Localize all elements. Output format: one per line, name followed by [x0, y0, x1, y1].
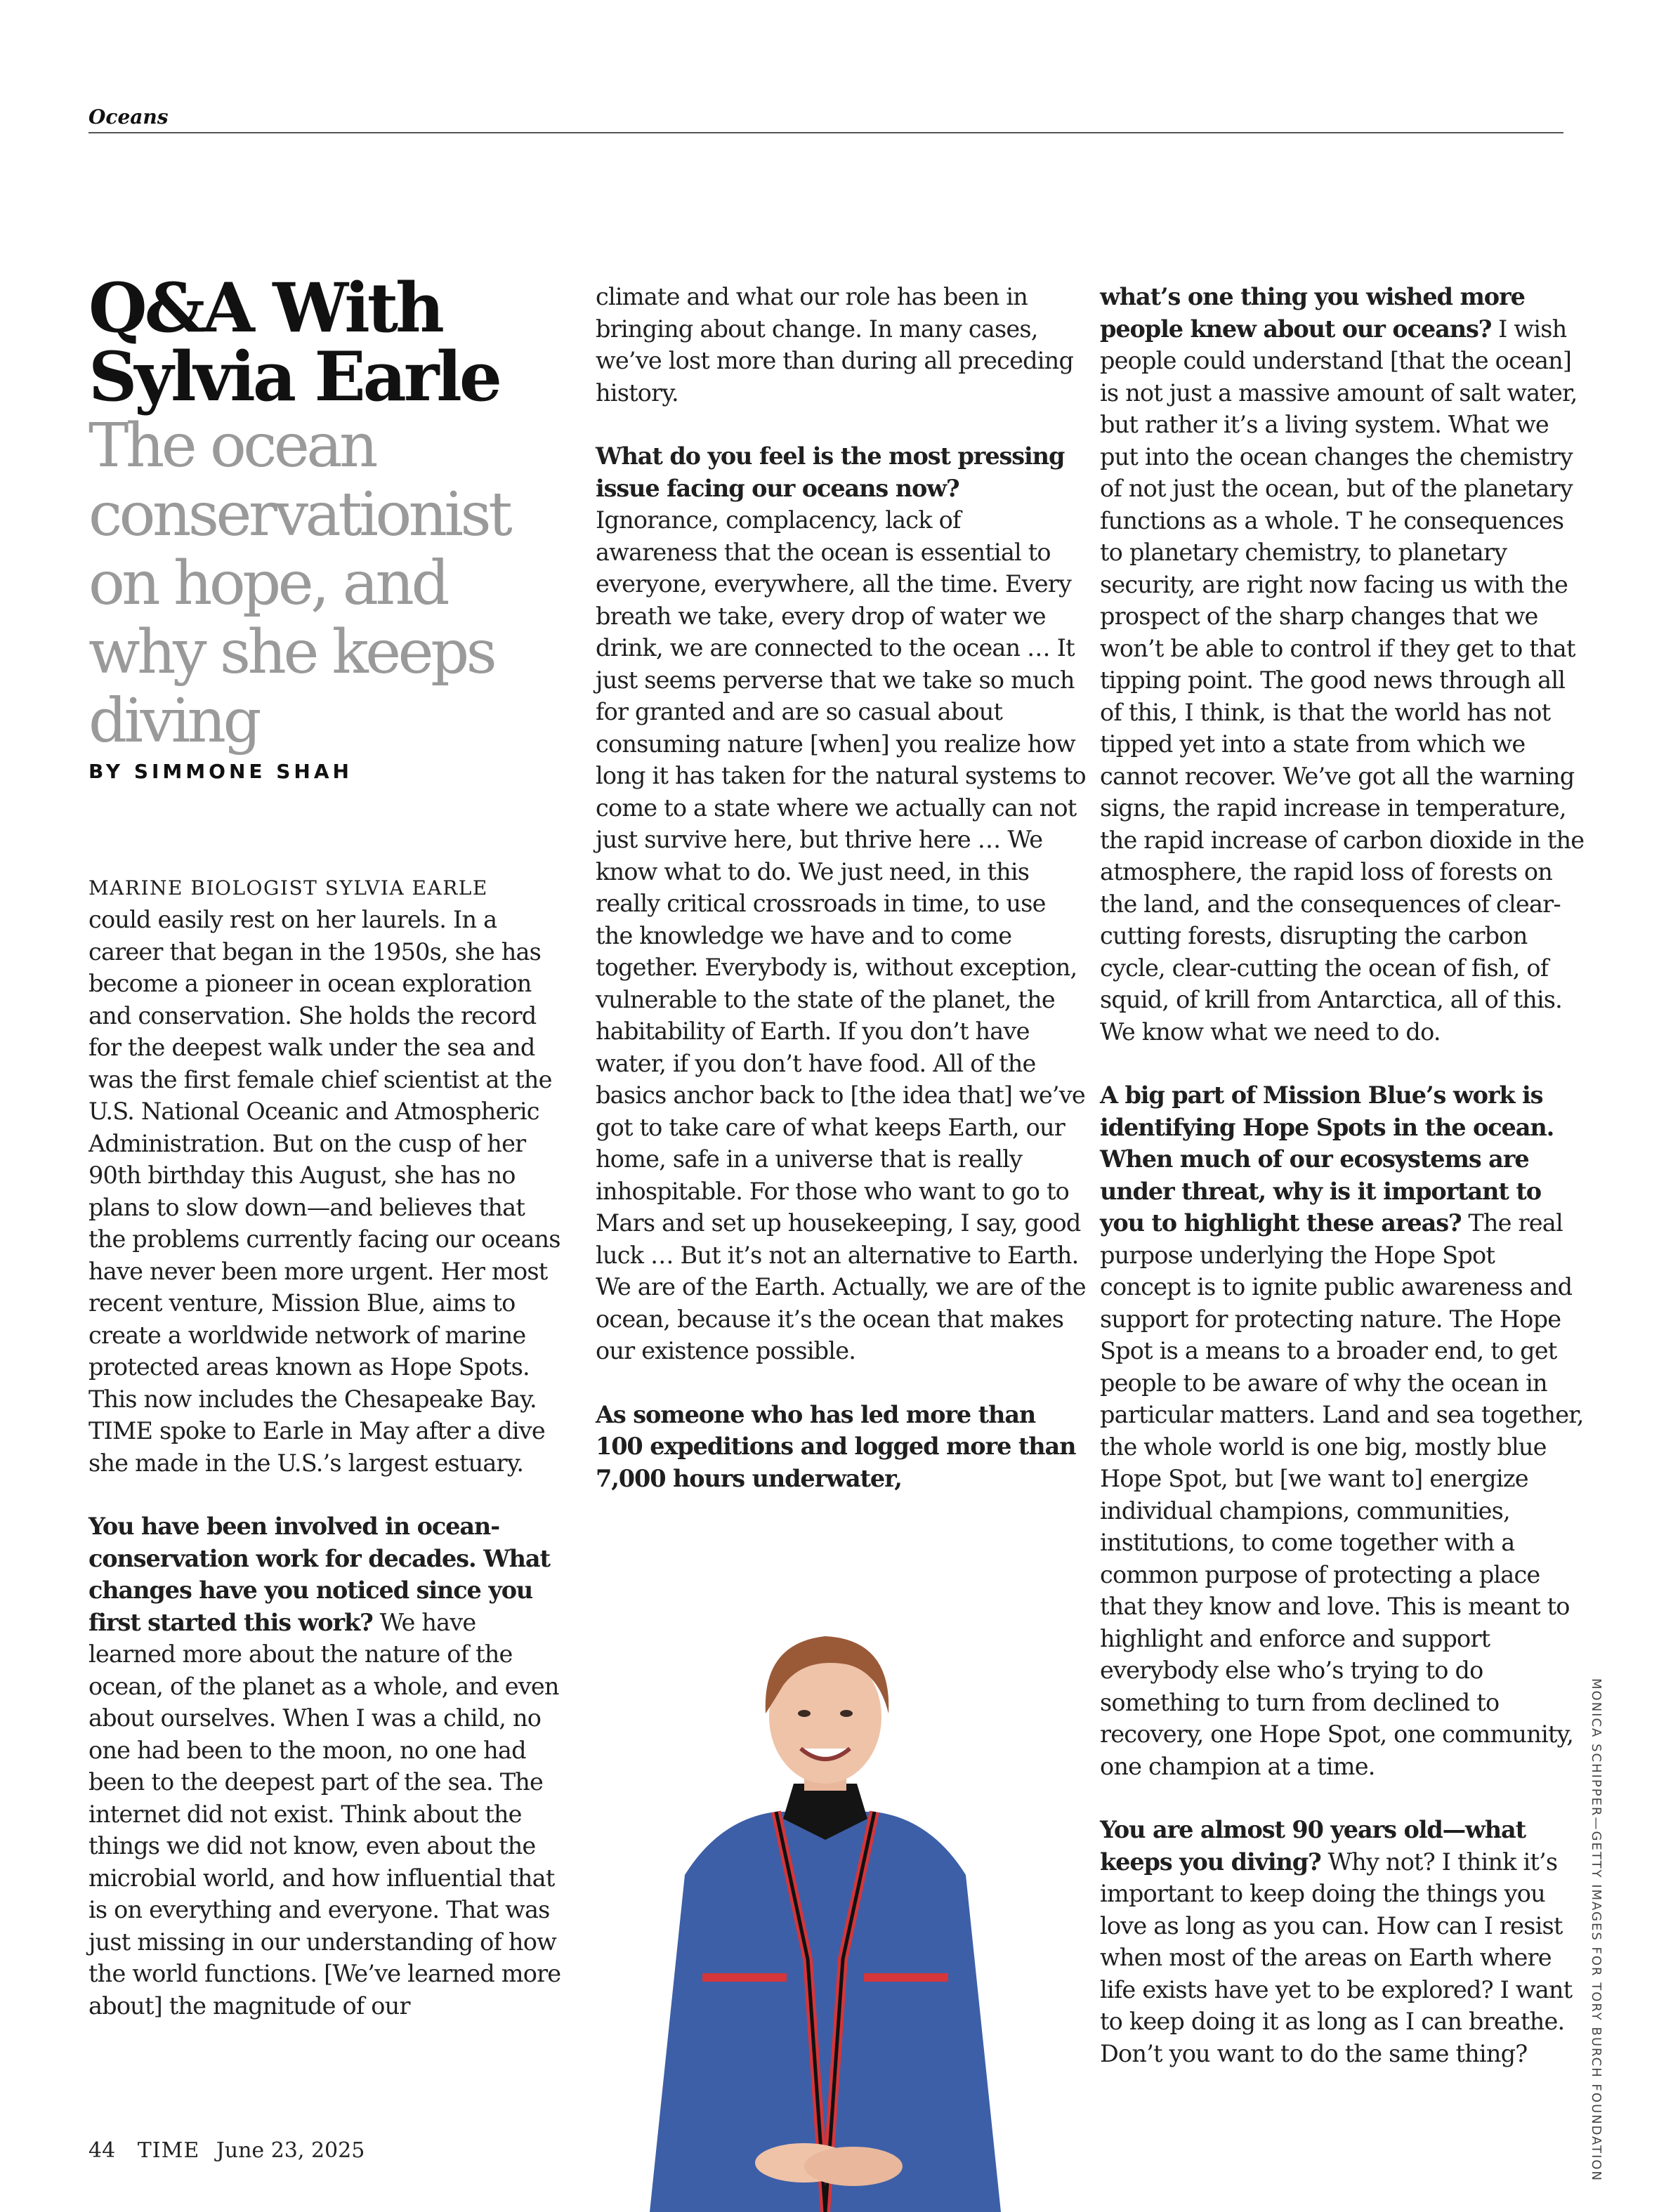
photo-credit: MONICA SCHIPPER—GETTY IMAGES FOR TORY BURCH FOUNDATION [1589, 1678, 1604, 2183]
headline-subtitle: The ocean conservationist on hope, and why she keeps diving [88, 411, 510, 756]
headline-title [88, 268, 573, 416]
issue-date: June 23, 2025 [216, 2138, 365, 2163]
column-3 [1100, 281, 1592, 2101]
question-3-end: what’s one thing you wished more people knew about our oceans? [1100, 283, 1525, 343]
question-4: A big part of Mission Blue’s work is identifying Hope Spots in the ocean. When much of our ecosystems are under threat, why is it important to you to highlight these areas? [1100, 1081, 1554, 1237]
answer-1-continued: climate and what our role has been in bringing about change. In many cases, we’ve lost more than during all preceding history. [596, 283, 1074, 407]
page-footer [88, 2138, 365, 2163]
portrait-photo [636, 1608, 1015, 2212]
intro-lead: MARINE BIOLOGIST SYLVIA EARLE [88, 876, 488, 900]
column-1 [88, 268, 573, 2053]
section-label: Oceans [88, 105, 169, 129]
question-5: You are almost 90 years old—what keeps you diving? [1100, 1816, 1526, 1876]
magazine-name: TIME [137, 2138, 200, 2163]
headline-title-line1: Q&A With [88, 268, 442, 348]
page-number: 44 [88, 2138, 116, 2163]
intro-body: could easily rest on her laurels. In a career that began in the 1950s, she has become a pioneer in ocean exploration and conservation. She holds the record for the deepest walk under the sea and was the first female chief scientist at the U.S. National Oceanic and Atmospheric Administration. But on the cusp of her 90th birthday this August, she has no plans to slow down—and believes that the problems currently facing our oceans have never been more urgent. Her most recent venture, Mission Blue, aims to create a worldwide network of marine protected areas known as Hope Spots. This now includes the Chesapeake Bay. TIME spoke to Earle in May after a dive she made in the U.S.’s largest estuary. [88, 906, 560, 1477]
byline: BY SIMMONE SHAH [88, 760, 353, 783]
qa-2 [596, 440, 1087, 1367]
answer-4: The real purpose underlying the Hope Spot concept is to ignite public awareness and support for protecting nature. The Hope Spot is a means to a broader end, to get people to be aware of why the ocean in particular matters. Land and sea together, the whole world is one big, mostly blue Hope Spot, but [we want to] energize individual champions, communities, institutions, to come together with a common purpose of protecting a place that they know and love. This is meant to highlight and enforce and support everybody else who’s trying to do something to turn from declined to recovery, one Hope Spot, one community, one champion at a time. [1100, 1209, 1584, 1780]
answer-5: Why not? I think it’s important to keep doing the things you love as long as you can. How can I resist when most of the areas on Earth where life exists have yet to be explored? I want to keep doing it as long as I can breathe. Don’t you want to do the same thing? [1100, 1848, 1573, 2067]
answer-2: Ignorance, complacency, lack of awareness that the ocean is essential to everyone, everywhere, all the time. Every breath we take, every drop of water we drink, we are connected to the ocean … It just seems perverse that we take so much for granted and are so casual about consuming nature [when] you realize how long it has taken for the natural systems to come to a state where we actually can not just survive here, but thrive here … We know what to do. We just need, in this really critical crossroads in time, to use the knowledge we have and to come together. Everybody is, without exception, vulnerable to the state of the planet, the habitability of Earth. If you don’t have water, if you don’t have food. All of the basics anchor back to [the idea that] we’ve got to take care of what keeps Earth, our home, safe in a universe that is really inhospitable. For those who want to go to Mars and set up housekeeping, I say, good luck … But it’s not an alternative to Earth. We are of the Earth. Actually, we are of the ocean, because it’s the ocean that makes our existence possible. [596, 506, 1086, 1364]
qa-1 [88, 1510, 566, 2022]
qa-5 [1100, 1814, 1592, 2069]
intro-paragraph [88, 871, 566, 1480]
qa-4 [1100, 1079, 1592, 1782]
column-2 [596, 281, 1087, 1526]
headline-title-line2: Sylvia Earle [88, 337, 499, 416]
qa-3 [1100, 281, 1592, 1048]
answer-1: We have learned more about the nature of the ocean, of the planet as a whole, and even about ourselves. When I was a child, no one had been to the moon, no one had been to the deepest part of the sea. The internet did not exist. Think about the things we did not know, even about the microbial world, and how influential that is on everything and everyone. That was just missing in our understanding of how the world functions. [We’ve learned more about] the magnitude of our [88, 1608, 561, 2020]
question-3-start: As someone who has led more than 100 expeditions and logged more than 7,000 hours underwater, [596, 1400, 1076, 1492]
answer-3: I wish people could understand [that the ocean] is not just a massive amount of salt water, but rather it’s a living system. What we put into the ocean changes the chemistry of not just the ocean, but of the planetary functions as a whole. T he consequences to planetary chemistry, to planetary security, are right now facing us with the prospect of the sharp changes that we won’t be able to control if they get to that tipping point. The good news through all of this, I think, is that the world has not tipped yet into a state from which we cannot recover. We’ve got all the warning signs, the rapid increase in temperature, the rapid increase of carbon dioxide in the atmosphere, the rapid loss of forests on the land, and the consequences of clear-cutting forests, disrupting the carbon cycle, clear-cutting the ocean of fish, of squid, of krill from Antarctica, all of this. We know what we need to do. [1100, 315, 1585, 1046]
header-rule [88, 132, 1563, 133]
question-2: What do you feel is the most pressing issue facing our oceans now? [596, 442, 1065, 502]
question-1: You have been involved in ocean-conservation work for decades. What changes have you noticed since you first started this work? [88, 1513, 550, 1636]
